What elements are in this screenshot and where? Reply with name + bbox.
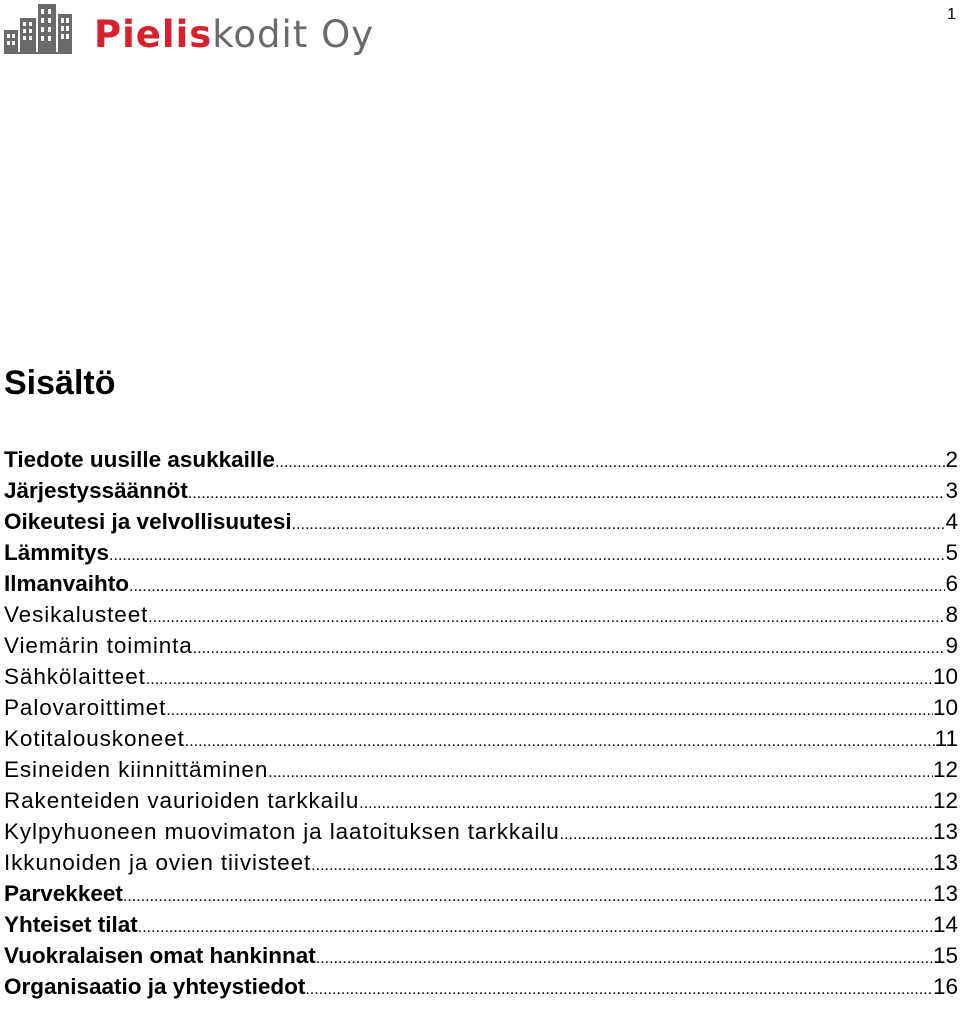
toc-leader-dots (359, 785, 933, 819)
toc-entry-page: 3 (945, 478, 958, 503)
toc-entry-label: Ikkunoiden ja ovien tiivisteet (4, 850, 312, 875)
toc-entry[interactable] (4, 444, 958, 475)
toc-entry-label: Yhteiset tilat (4, 912, 138, 937)
toc-entry-label: Järjestyssäännöt (4, 478, 188, 503)
toc-entry-page: 12 (932, 788, 958, 813)
toc-entry[interactable] (4, 847, 958, 878)
buildings-icon (4, 4, 72, 54)
toc-entry-label: Vesikalusteet (4, 602, 149, 627)
toc-entry-label: Rakenteiden vaurioiden tarkkailu (4, 788, 360, 813)
toc-entry[interactable] (4, 878, 958, 909)
toc-entry-label: Lämmitys (4, 540, 110, 565)
toc-leader-dots (305, 971, 933, 1005)
toc-entry[interactable] (4, 723, 958, 754)
toc-leader-dots (166, 692, 933, 726)
toc-entry-label: Viemärin toiminta (4, 633, 193, 658)
toc-entry[interactable] (4, 568, 958, 599)
toc-entry-label: Parvekkeet (4, 881, 123, 906)
toc-entry[interactable] (4, 940, 958, 971)
toc-entry-label: Tiedote uusille asukkaille (4, 447, 275, 472)
toc-entry-page: 10 (932, 664, 958, 689)
logo-text-grey: kodit Oy (212, 13, 375, 56)
toc-entry[interactable] (4, 692, 958, 723)
toc-entry-page: 12 (932, 757, 958, 782)
toc-entry[interactable] (4, 599, 958, 630)
toc-entry[interactable] (4, 475, 958, 506)
toc-leader-dots (193, 630, 946, 664)
logo-wordmark (94, 13, 375, 56)
toc-entry-label: Vuokralaisen omat hankinnat (4, 943, 316, 968)
company-logo (4, 2, 374, 54)
toc-entry-page: 9 (945, 633, 958, 658)
toc-title: Sisältö (4, 364, 116, 402)
toc-leader-dots (292, 506, 946, 540)
toc-leader-dots (146, 661, 933, 695)
toc-entry-page: 16 (932, 974, 958, 999)
toc-leader-dots (148, 599, 945, 633)
toc-leader-dots (560, 816, 933, 850)
toc-entry[interactable] (4, 537, 958, 568)
logo-text-red: Pielis (94, 13, 213, 56)
toc-entry[interactable] (4, 661, 958, 692)
toc-entry-page: 10 (932, 695, 958, 720)
toc-entry[interactable] (4, 909, 958, 940)
toc-leader-dots (275, 444, 946, 478)
toc-entry-label: Oikeutesi ja velvollisuutesi (4, 509, 292, 534)
toc-entry-page: 13 (932, 881, 958, 906)
toc-entry[interactable] (4, 630, 958, 661)
toc-entry-label: Kotitalouskoneet (4, 726, 185, 751)
toc-leader-dots (185, 723, 935, 757)
toc-entry-page: 6 (945, 571, 958, 596)
toc-entry-label: Esineiden kiinnittäminen (4, 757, 269, 782)
toc-entry-label: Sähkölaitteet (4, 664, 146, 689)
toc-entry[interactable] (4, 971, 958, 1002)
toc-entry[interactable] (4, 816, 958, 847)
toc-entry-label: Organisaatio ja yhteystiedot (4, 974, 306, 999)
toc-entry-page: 11 (934, 726, 958, 751)
toc-entry-page: 4 (945, 509, 958, 534)
toc-entry-page: 15 (932, 943, 958, 968)
toc-leader-dots (138, 909, 933, 943)
toc-leader-dots (316, 940, 933, 974)
toc-entry[interactable] (4, 506, 958, 537)
toc-entry-label: Palovaroittimet (4, 695, 167, 720)
toc-entry-page: 2 (945, 447, 958, 472)
toc-leader-dots (109, 537, 945, 571)
toc-entry-page: 8 (945, 602, 958, 627)
toc-entry[interactable] (4, 785, 958, 816)
toc-leader-dots (129, 568, 945, 602)
table-of-contents (4, 444, 958, 1002)
toc-leader-dots (311, 847, 933, 881)
toc-entry-page: 5 (945, 540, 958, 565)
toc-entry-page: 13 (932, 850, 958, 875)
page-number: 1 (947, 6, 956, 23)
toc-entry-page: 14 (932, 912, 958, 937)
toc-entry-label: Ilmanvaihto (4, 571, 130, 596)
toc-entry[interactable] (4, 754, 958, 785)
toc-leader-dots (268, 754, 933, 788)
toc-leader-dots (188, 475, 946, 509)
toc-leader-dots (123, 878, 933, 912)
toc-entry-page: 13 (932, 819, 958, 844)
toc-entry-label: Kylpyhuoneen muovimaton ja laatoituksen tarkkailu (4, 819, 560, 844)
